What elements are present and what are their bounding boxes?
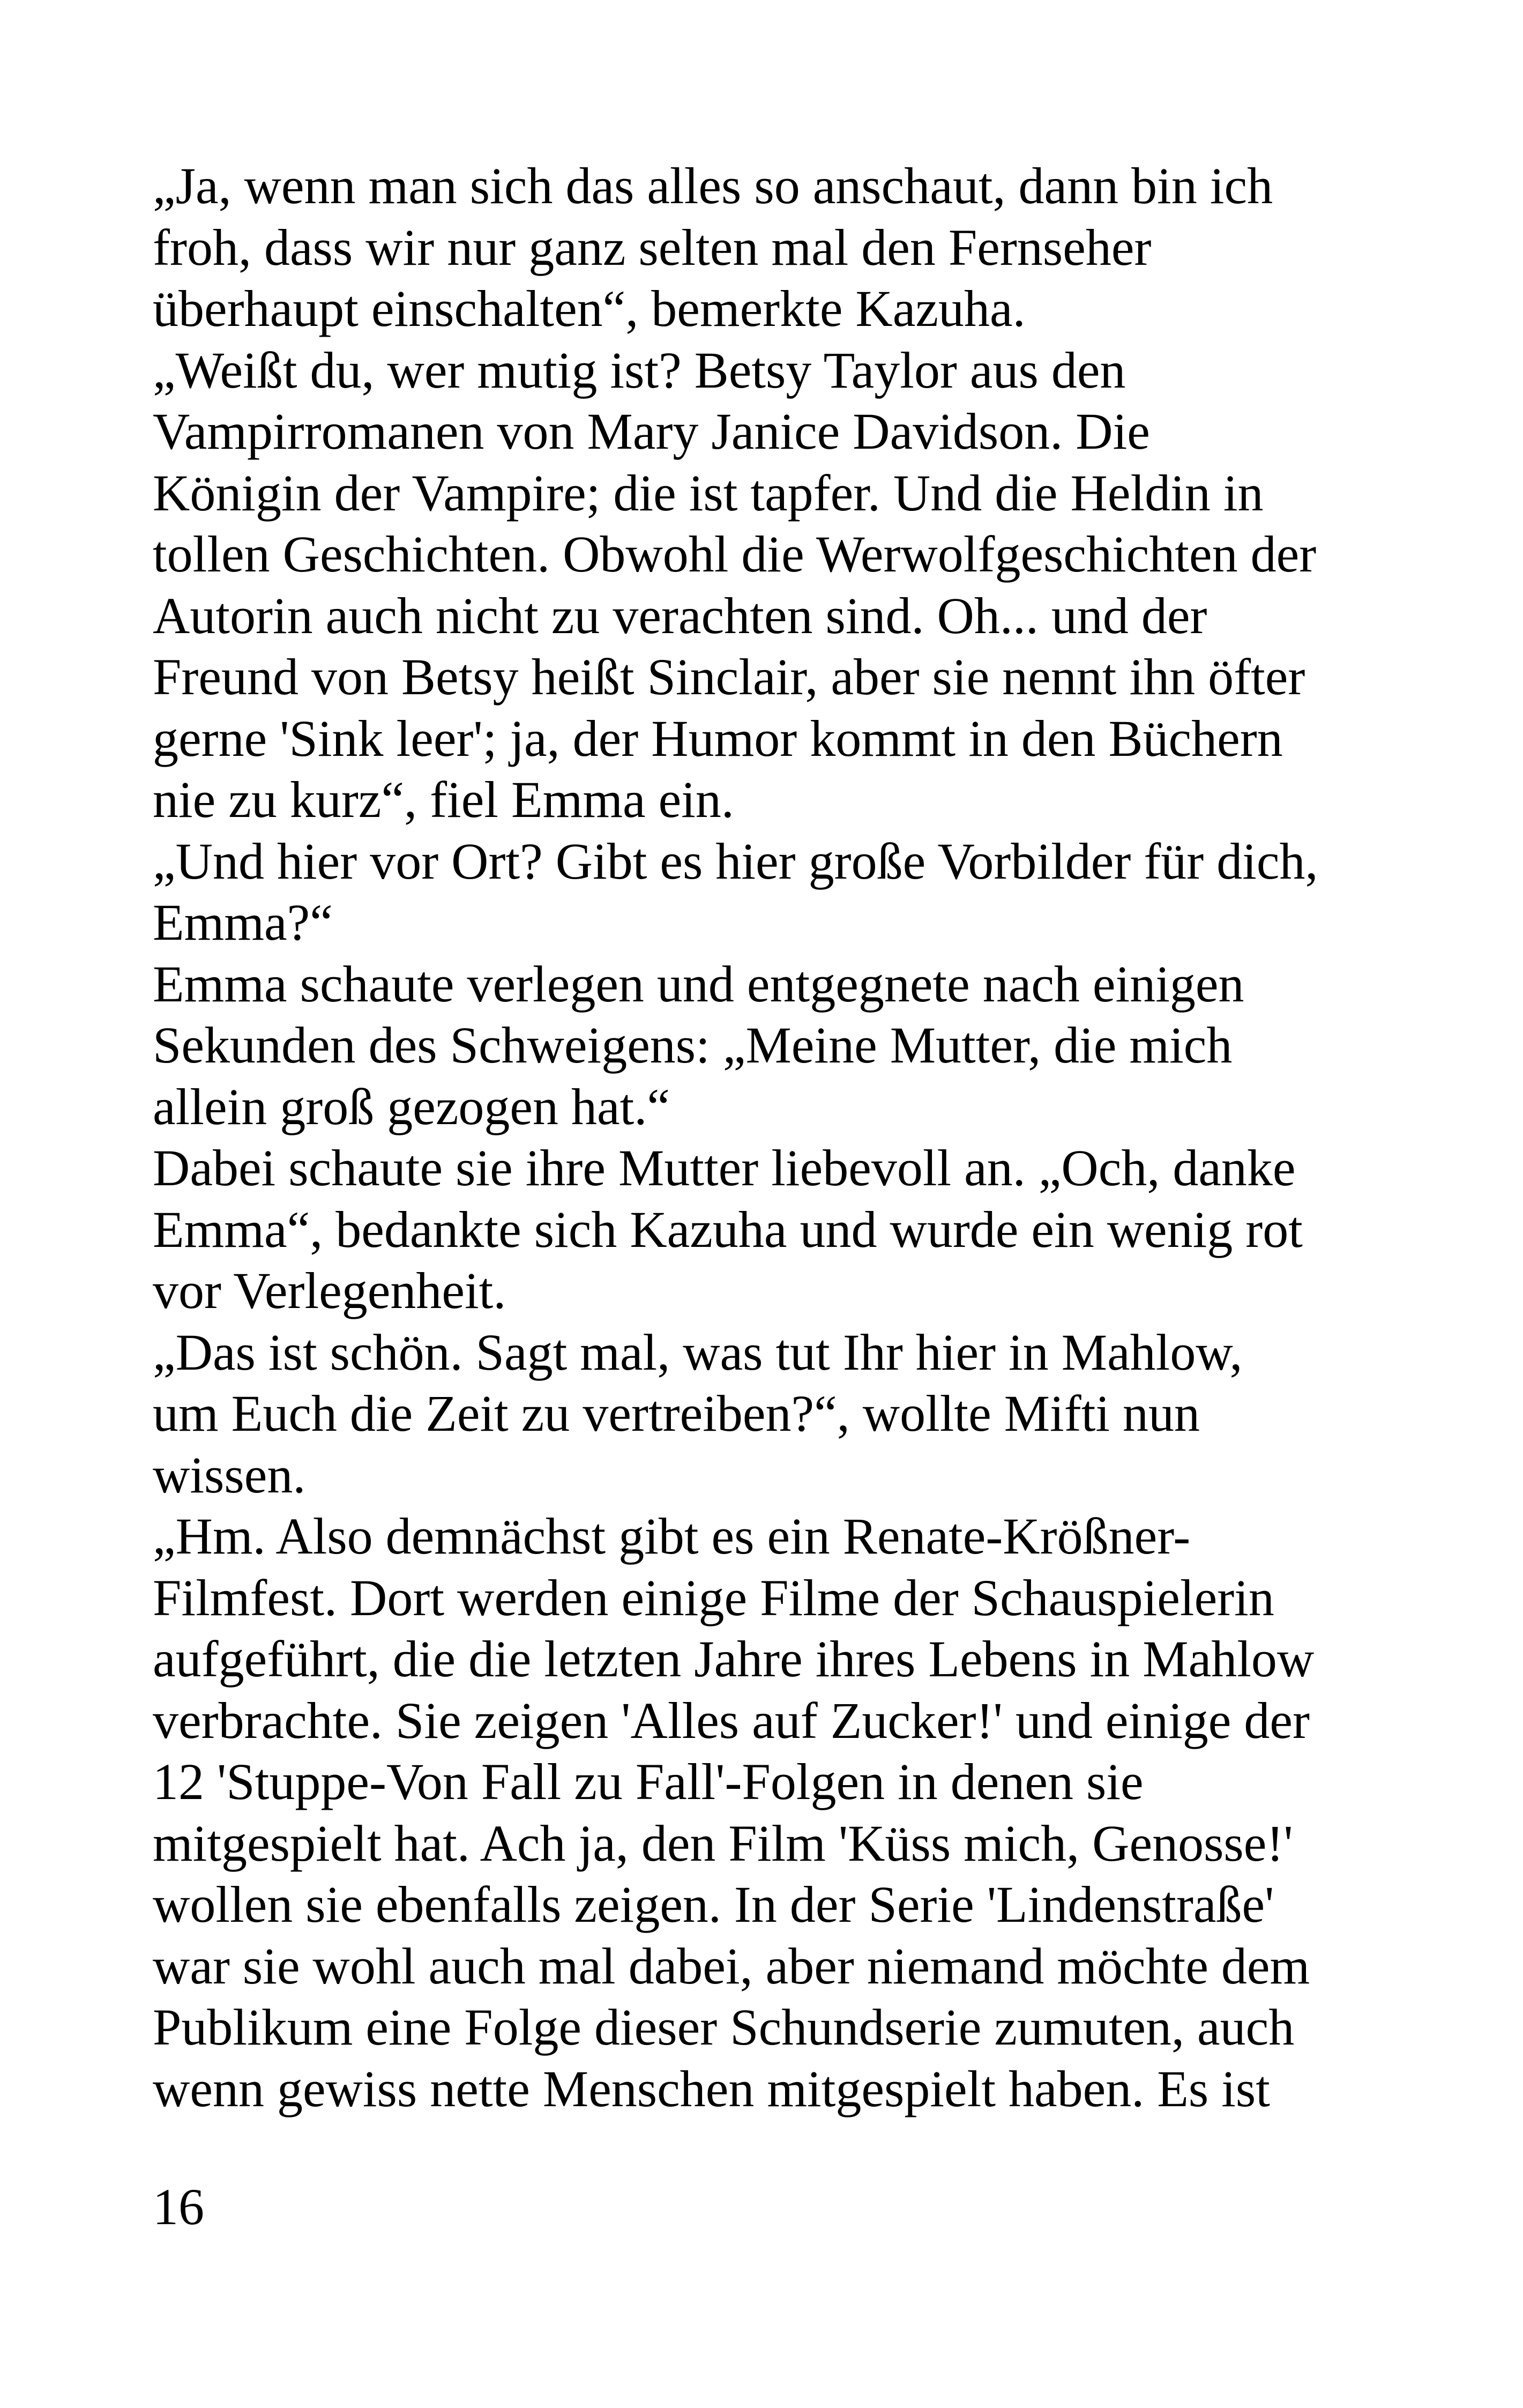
- text-line: „Hm. Also demnächst gibt es ein Renate-Krößner-: [153, 1507, 1191, 1565]
- text-line: war sie wohl auch mal dabei, aber niemand möchte dem: [153, 1937, 1310, 1995]
- text-line: gerne 'Sink leer'; ja, der Humor kommt in den Büchern: [153, 709, 1283, 767]
- text-line: allein groß gezogen hat.“: [153, 1077, 670, 1135]
- text-line: 12 'Stuppe-Von Fall zu Fall'-Folgen in denen sie: [153, 1753, 1144, 1810]
- text-line: Königin der Vampire; die ist tapfer. Und die Heldin in: [153, 464, 1264, 522]
- page-number: 16: [153, 2178, 204, 2235]
- text-line: Emma“, bedankte sich Kazuha und wurde ein wenig rot: [153, 1200, 1303, 1258]
- text-line: um Euch die Zeit zu vertreiben?“, wollte Mifti nun: [153, 1385, 1200, 1442]
- text-line: aufgeführt, die die letzten Jahre ihres Lebens in Mahlow: [153, 1630, 1315, 1688]
- text-line: wissen.: [153, 1446, 306, 1504]
- text-line: Dabei schaute sie ihre Mutter liebevoll an. „Och, danke: [153, 1139, 1296, 1196]
- text-line: Sekunden des Schweigens: „Meine Mutter, die mich: [153, 1016, 1233, 1074]
- text-line: Autorin auch nicht zu verachten sind. Oh... und der: [153, 586, 1207, 644]
- body-text: [153, 155, 1380, 2120]
- text-line: Vampirromanen von Mary Janice Davidson. Die: [153, 403, 1150, 460]
- text-line: verbrachte. Sie zeigen 'Alles auf Zucker!' und einige der: [153, 1691, 1310, 1749]
- text-line: Publikum eine Folge dieser Schundserie zumuten, auch: [153, 1998, 1295, 2056]
- text-line: überhaupt einschalten“, bemerkte Kazuha.: [153, 280, 1026, 337]
- text-line: „Ja, wenn man sich das alles so anschaut, dann bin ich: [153, 157, 1273, 214]
- text-line: nie zu kurz“, fiel Emma ein.: [153, 771, 734, 828]
- text-line: „Das ist schön. Sagt mal, was tut Ihr hier in Mahlow,: [153, 1323, 1243, 1381]
- text-line: tollen Geschichten. Obwohl die Werwolfgeschichten der: [153, 525, 1317, 583]
- text-line: froh, dass wir nur ganz selten mal den Fernseher: [153, 218, 1152, 276]
- text-line: „Weißt du, wer mutig ist? Betsy Taylor aus den: [153, 341, 1126, 399]
- text-line: Emma schaute verlegen und entgegnete nach einigen: [153, 955, 1244, 1013]
- text-line: „Und hier vor Ort? Gibt es hier große Vorbilder für dich,: [153, 832, 1318, 890]
- text-line: Emma?“: [153, 894, 333, 951]
- text-line: wenn gewiss nette Menschen mitgespielt haben. Es ist: [153, 2060, 1270, 2117]
- text-line: vor Verlegenheit.: [153, 1262, 506, 1319]
- text-line: wollen sie ebenfalls zeigen. In der Serie 'Lindenstraße': [153, 1876, 1274, 1933]
- text-line: mitgespielt hat. Ach ja, den Film 'Küss mich, Genosse!': [153, 1814, 1293, 1872]
- text-line: Freund von Betsy heißt Sinclair, aber sie nennt ihn öfter: [153, 648, 1305, 705]
- text-line: Filmfest. Dort werden einige Filme der Schauspielerin: [153, 1569, 1274, 1626]
